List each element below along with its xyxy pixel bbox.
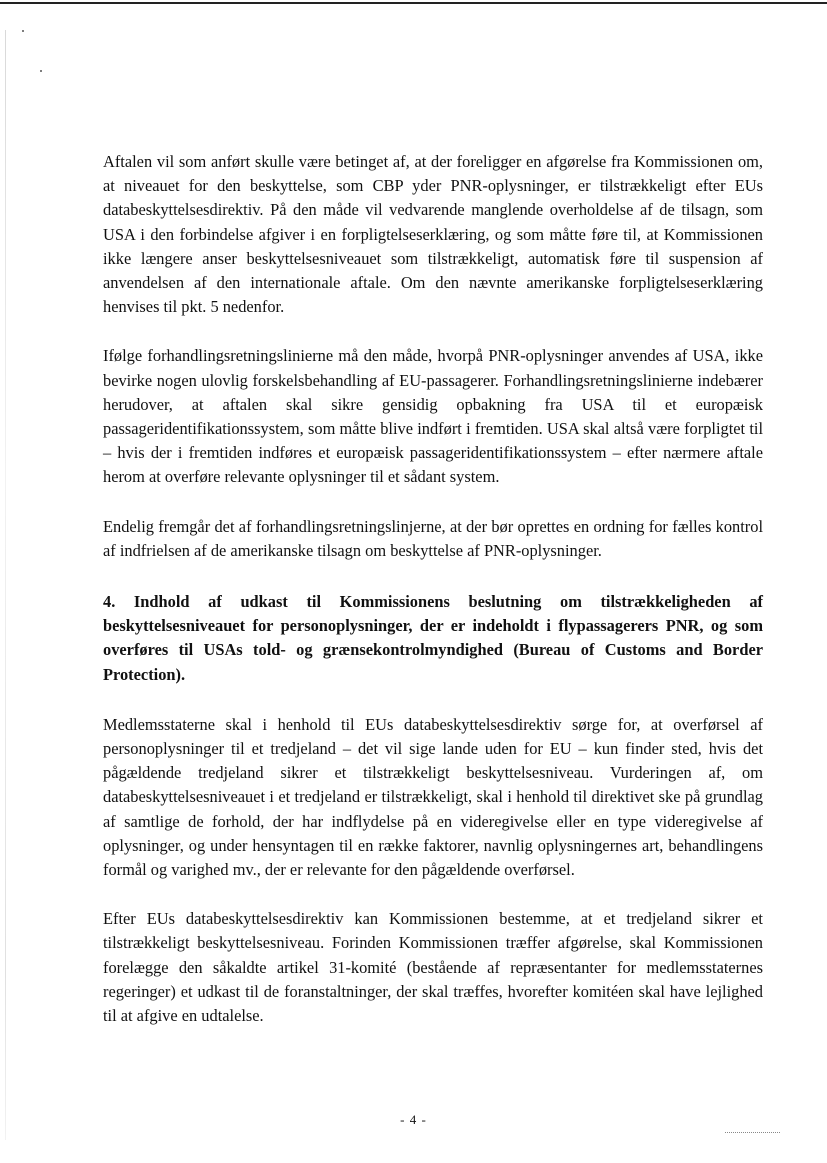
paragraph-negotiation-guidelines: Ifølge forhandlingsretningslinierne må den måde, hvorpå PNR-oplysninger anvendes af USA, ikke bevirke nogen ulovlig forskelsbehandling af EU-passagerer. Forhandlingsretningslinierne indebærer herudover, at aftalen skal sikre gensidig opbakning fra USA til et europæisk passageridentifikationssystem, som måtte blive indført i fremtiden. USA skal altså være forpligtet til – hvis der i fremtiden indføres et europæisk passageridentifikationssystem – efter nærmere aftale herom at overføre relevante oplysninger til et sådant system. xyxy=(103,346,763,487)
paragraph-member-states: Medlemsstaterne skal i henhold til EUs databeskyttelsesdirektiv sørge for, at overførsel af personoplysninger til et tredjeland – det vil sige lande uden for EU – kun finder sted, hvis det pågældende tredjeland sikrer et tilstrækkeligt beskyttelsesniveau. Vurderingen af, om databeskyttelsesniveauet i et tredjeland er tilstrækkeligt, skal i henhold til direktivet ske på grundlag af samtlige de forhold, der har indflydelse på en videregivelse eller en type videregivelse af oplysninger, og under hensyntagen til en række faktorer, navnlig oplysningernes art, behandlingens formål og varighed mv., der er relevante for den pågældende overførsel. xyxy=(103,714,763,880)
scan-speck xyxy=(22,30,24,32)
section-heading: 4. Indhold af udkast til Kommissionens beslutning om tilstrækkeligheden af beskyttelsesniveauet for personoplysninger, der er indeholdt i flypassagerers PNR, og som overføres til USAs told- og grænsekontrolmyndighed (Bureau of Customs and Border Protection). xyxy=(103,592,763,684)
paragraph-commission-decision: Efter EUs databeskyttelsesdirektiv kan Kommissionen bestemme, at et tredjeland sikrer et tilstrækkeligt beskyttelsesniveau. Forinden Kommissionen træffer afgørelse, skal Kommissionen forelægge den såkaldte artikel 31-komité (bestående af repræsentanter for medlemsstaternes regeringer) et udkast til de foranstaltninger, der skal træffes, hvorefter komitéen skal have lejlighed til at afgive en udtalelse. xyxy=(103,909,763,1026)
paragraph-agreement-condition: Aftalen vil som anført skulle være betinget af, at der foreligger en afgørelse fra Kommissionen om, at niveauet for den beskyttelse, som CBP yder PNR-oplysninger, er tilstrækkeligt efter EUs databeskyttelsesdirektiv. På den måde vil vedvarende manglende overholdelse af de tilsagn, som USA i den forbindelse afgiver i en forpligtelseserklæring, og som måtte føre til, at Kommissionen ikke længere anser beskyttelsesniveauet som tilstrækkeligt, automatisk føre til suspension af anvendelsen af den internationale aftale. Om den nævnte amerikanske forpligtelseserklæring henvises til pkt. 5 nedenfor. xyxy=(103,152,763,317)
paragraph-joint-control: Endelig fremgår det af forhandlingsretningslinjerne, at der bør oprettes en ordning for fælles kontrol af indfrielsen af de amerikanske tilsagn om beskyttelse af PNR-oplysninger. xyxy=(103,516,763,560)
scan-margin-line xyxy=(5,30,6,1140)
scan-footer-marks xyxy=(725,1132,780,1134)
scan-speck xyxy=(40,70,42,72)
document-body xyxy=(103,150,763,1028)
page-number: - 4 - xyxy=(400,1112,427,1127)
top-border-line xyxy=(0,2,827,4)
